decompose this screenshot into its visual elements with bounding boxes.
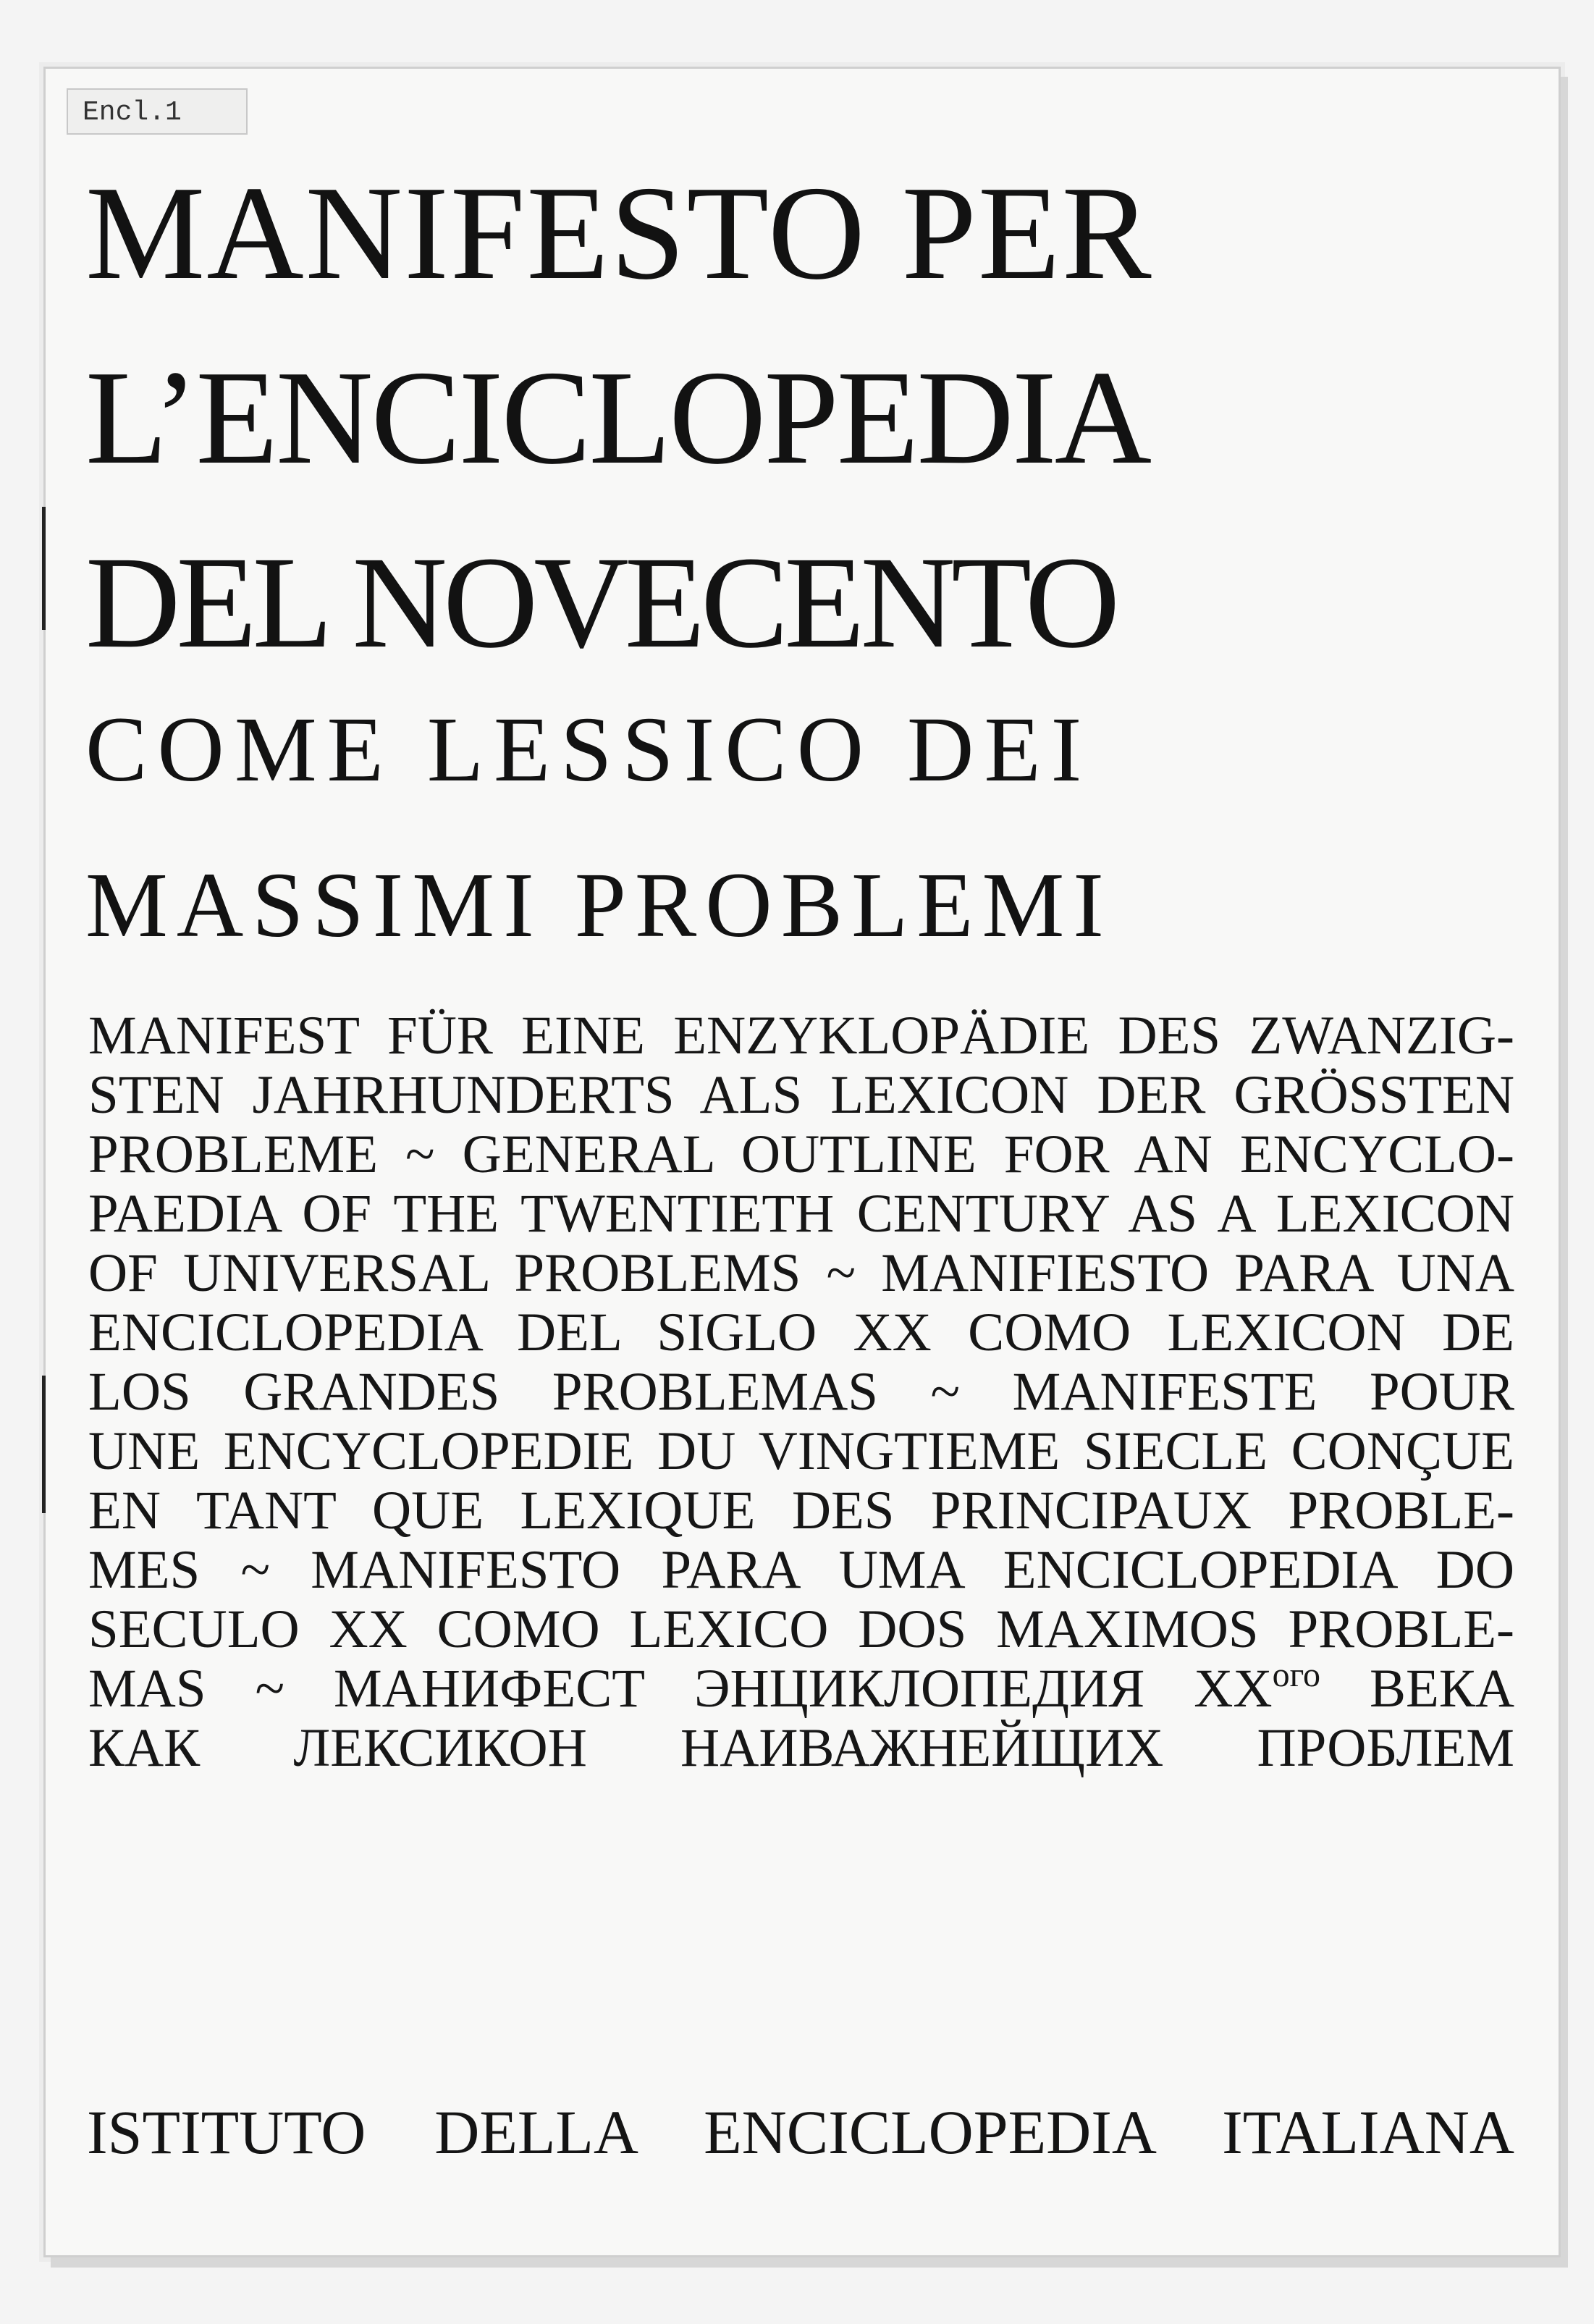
translation-line: STEN JAHRHUNDERTS ALS LEXICON DER GRÖSSTEN <box>88 1065 1514 1125</box>
translation-line: UNE ENCYCLOPEDIE DU VINGTIEME SIECLE CONÇUE <box>88 1421 1514 1481</box>
binding-mark-top <box>42 507 46 630</box>
title-line-2: L’ENCICLOPEDIA <box>85 343 1150 492</box>
translation-line: PROBLEME ~ GENERAL OUTLINE FOR AN ENCYCLO- <box>88 1124 1514 1184</box>
ordinal-superscript: ого <box>1272 1656 1321 1694</box>
title-line-5: MASSIMI PROBLEMI <box>85 854 1113 956</box>
binding-mark-bottom <box>42 1376 46 1513</box>
translation-line: OF UNIVERSAL PROBLEMS ~ MANIFIESTO PARA UNA <box>88 1243 1514 1303</box>
translation-line: КАК ЛЕКСИКОН НАИВАЖНЕЙЩИХ ПРОБЛЕМ <box>88 1718 1514 1778</box>
title-line-1: MANIFESTO PER <box>85 159 1153 308</box>
translation-line-russian-tail: ВЕКА <box>1320 1659 1514 1719</box>
multilingual-title-block <box>88 1006 1514 1778</box>
title-line-4: COME LESSICO DEI <box>85 698 1092 801</box>
enclosure-label: Encl.1 <box>67 88 248 135</box>
translation-line: LOS GRANDES PROBLEMAS ~ MANIFESTE POUR <box>88 1362 1514 1422</box>
translation-line: MANIFEST FÜR EINE ENZYKLOPÄDIE DES ZWANZIG- <box>88 1006 1514 1066</box>
translation-line: MES ~ MANIFESTO PARA UMA ENCICLOPEDIA DO <box>88 1540 1514 1600</box>
translation-line: ENCICLOPEDIA DEL SIGLO XX COMO LEXICON DE <box>88 1302 1514 1363</box>
translation-line: EN TANT QUE LEXIQUE DES PRINCIPAUX PROBLE- <box>88 1481 1514 1541</box>
translation-line-russian <box>88 1656 1514 1719</box>
title-line-3: DEL NOVECENTO <box>85 530 1116 675</box>
publisher-name: ISTITUTO DELLA ENCICLOPEDIA ITALIANA <box>87 2097 1514 2167</box>
translation-line: PAEDIA OF THE TWENTIETH CENTURY AS A LEXICON <box>88 1184 1514 1244</box>
translation-line: SECULO XX COMO LEXICO DOS MAXIMOS PROBLE- <box>88 1599 1514 1659</box>
translation-line-russian-main: MAS ~ МАНИФЕСТ ЭНЦИКЛОПЕДИЯ XX <box>88 1659 1273 1719</box>
